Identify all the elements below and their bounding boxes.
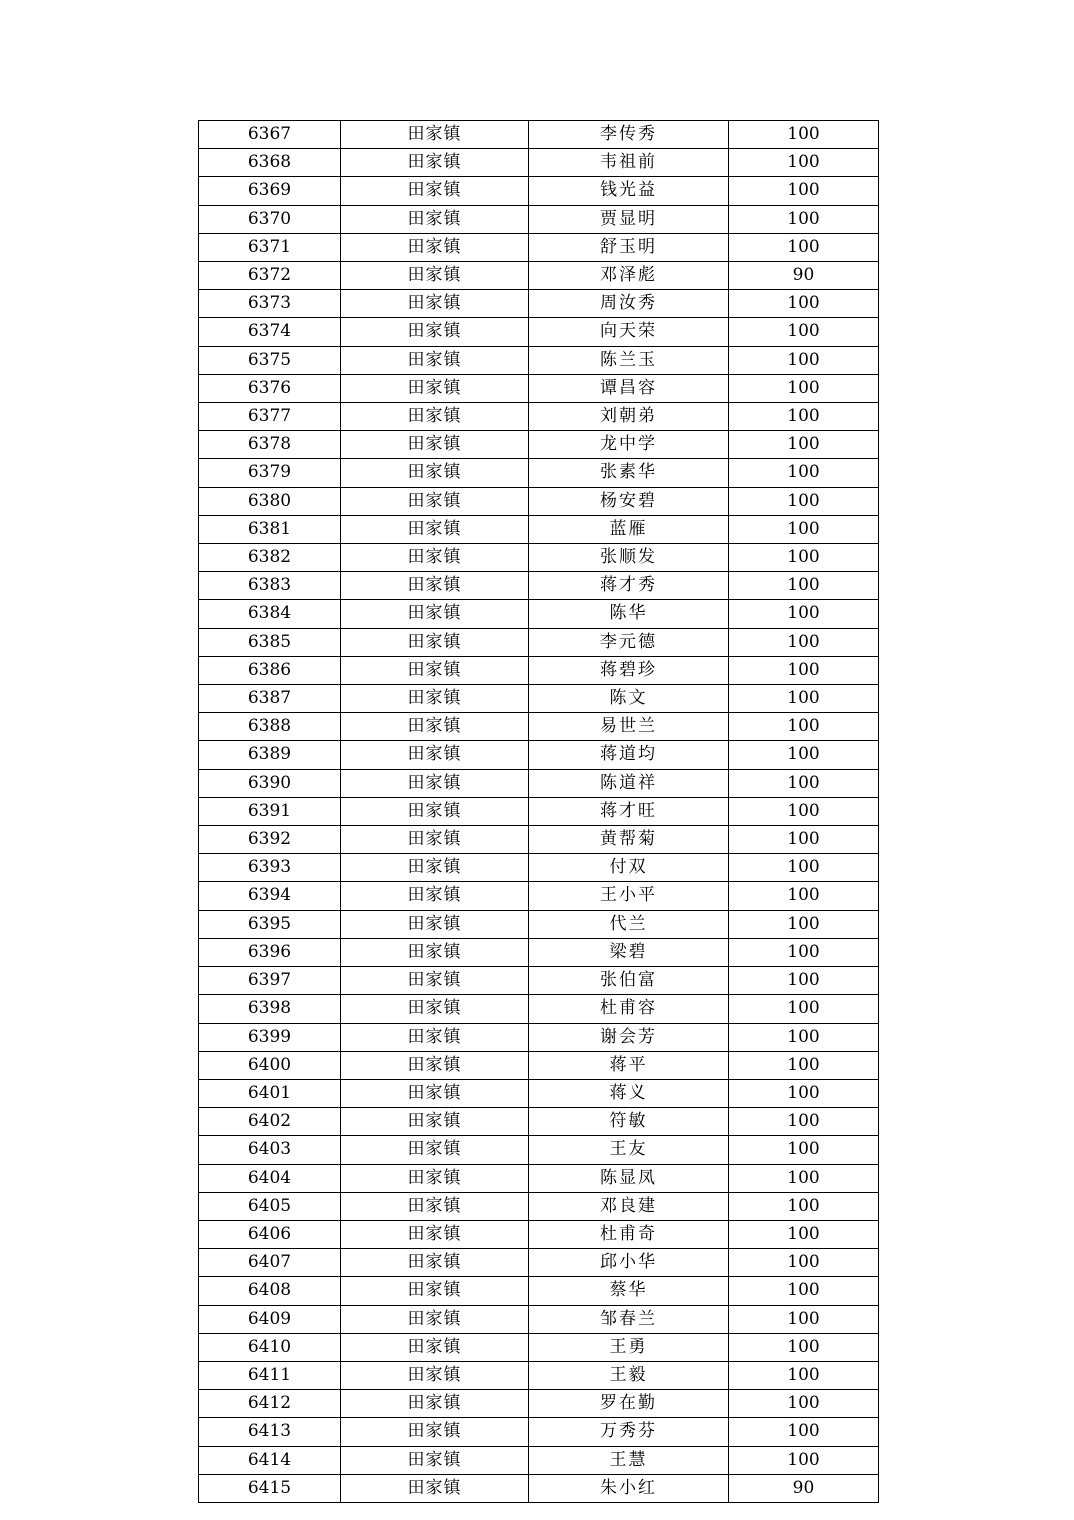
table-cell-name: 邓良建 bbox=[529, 1192, 729, 1220]
table-cell-name: 邱小华 bbox=[529, 1249, 729, 1277]
table-cell-val: 100 bbox=[729, 1305, 879, 1333]
table-cell-name: 符敏 bbox=[529, 1108, 729, 1136]
table-cell-id: 6403 bbox=[199, 1136, 341, 1164]
table-cell-id: 6380 bbox=[199, 487, 341, 515]
table-cell-id: 6373 bbox=[199, 290, 341, 318]
table-row bbox=[199, 882, 879, 910]
table-cell-name: 张顺发 bbox=[529, 544, 729, 572]
table-cell-id: 6379 bbox=[199, 459, 341, 487]
table-row bbox=[199, 854, 879, 882]
table-cell-val: 100 bbox=[729, 121, 879, 149]
table-cell-id: 6383 bbox=[199, 572, 341, 600]
table-cell-val: 100 bbox=[729, 1192, 879, 1220]
table-cell-id: 6411 bbox=[199, 1361, 341, 1389]
table-row bbox=[199, 262, 879, 290]
table-cell-name: 张素华 bbox=[529, 459, 729, 487]
table-cell-val: 100 bbox=[729, 741, 879, 769]
table-cell-town: 田家镇 bbox=[341, 374, 529, 402]
table-cell-name: 陈道祥 bbox=[529, 769, 729, 797]
table-cell-town: 田家镇 bbox=[341, 1333, 529, 1361]
table-cell-town: 田家镇 bbox=[341, 262, 529, 290]
table-cell-id: 6398 bbox=[199, 995, 341, 1023]
table-cell-val: 100 bbox=[729, 177, 879, 205]
table-cell-name: 李元德 bbox=[529, 628, 729, 656]
table-cell-name: 付双 bbox=[529, 854, 729, 882]
table-cell-val: 100 bbox=[729, 1220, 879, 1248]
table-cell-id: 6376 bbox=[199, 374, 341, 402]
table-cell-town: 田家镇 bbox=[341, 797, 529, 825]
table-row bbox=[199, 1023, 879, 1051]
table-row bbox=[199, 741, 879, 769]
table-cell-id: 6394 bbox=[199, 882, 341, 910]
table-cell-id: 6396 bbox=[199, 938, 341, 966]
table-cell-name: 蒋才秀 bbox=[529, 572, 729, 600]
table-cell-town: 田家镇 bbox=[341, 1079, 529, 1107]
table-cell-name: 张伯富 bbox=[529, 967, 729, 995]
table-cell-val: 100 bbox=[729, 1051, 879, 1079]
table-cell-name: 李传秀 bbox=[529, 121, 729, 149]
table-cell-id: 6374 bbox=[199, 318, 341, 346]
table-cell-val: 100 bbox=[729, 515, 879, 543]
table-cell-name: 朱小红 bbox=[529, 1474, 729, 1502]
table-cell-town: 田家镇 bbox=[341, 487, 529, 515]
table-cell-town: 田家镇 bbox=[341, 656, 529, 684]
table-row bbox=[199, 149, 879, 177]
table-cell-name: 陈华 bbox=[529, 600, 729, 628]
table-cell-val: 100 bbox=[729, 1333, 879, 1361]
table-cell-id: 6393 bbox=[199, 854, 341, 882]
table-row bbox=[199, 1249, 879, 1277]
table-cell-town: 田家镇 bbox=[341, 1418, 529, 1446]
table-row bbox=[199, 318, 879, 346]
table-cell-val: 100 bbox=[729, 1390, 879, 1418]
table-cell-id: 6401 bbox=[199, 1079, 341, 1107]
table-cell-town: 田家镇 bbox=[341, 600, 529, 628]
table-cell-name: 杨安碧 bbox=[529, 487, 729, 515]
table-cell-val: 100 bbox=[729, 1136, 879, 1164]
table-cell-id: 6388 bbox=[199, 713, 341, 741]
table-row bbox=[199, 1192, 879, 1220]
table-cell-id: 6404 bbox=[199, 1164, 341, 1192]
table-row bbox=[199, 1361, 879, 1389]
table-cell-town: 田家镇 bbox=[341, 205, 529, 233]
table-cell-val: 100 bbox=[729, 1079, 879, 1107]
table-cell-name: 陈文 bbox=[529, 685, 729, 713]
table-cell-val: 100 bbox=[729, 995, 879, 1023]
table-cell-name: 王慧 bbox=[529, 1446, 729, 1474]
table-cell-val: 90 bbox=[729, 1474, 879, 1502]
table-cell-town: 田家镇 bbox=[341, 346, 529, 374]
table-cell-val: 100 bbox=[729, 1249, 879, 1277]
table-cell-town: 田家镇 bbox=[341, 1249, 529, 1277]
table-cell-name: 罗在勤 bbox=[529, 1390, 729, 1418]
table-row bbox=[199, 600, 879, 628]
table-row bbox=[199, 628, 879, 656]
table-cell-town: 田家镇 bbox=[341, 515, 529, 543]
data-table-container bbox=[198, 120, 878, 1503]
table-cell-val: 100 bbox=[729, 1446, 879, 1474]
table-cell-val: 100 bbox=[729, 1023, 879, 1051]
table-cell-name: 向天荣 bbox=[529, 318, 729, 346]
table-row bbox=[199, 177, 879, 205]
table-cell-val: 100 bbox=[729, 346, 879, 374]
table-cell-town: 田家镇 bbox=[341, 177, 529, 205]
table-cell-id: 6412 bbox=[199, 1390, 341, 1418]
table-row bbox=[199, 515, 879, 543]
table-cell-val: 100 bbox=[729, 713, 879, 741]
table-cell-val: 100 bbox=[729, 487, 879, 515]
table-cell-name: 陈显凤 bbox=[529, 1164, 729, 1192]
table-cell-town: 田家镇 bbox=[341, 318, 529, 346]
table-cell-val: 100 bbox=[729, 205, 879, 233]
table-cell-id: 6387 bbox=[199, 685, 341, 713]
table-cell-val: 100 bbox=[729, 854, 879, 882]
table-cell-name: 蒋才旺 bbox=[529, 797, 729, 825]
table-row bbox=[199, 121, 879, 149]
table-row bbox=[199, 967, 879, 995]
table-cell-val: 100 bbox=[729, 910, 879, 938]
table-cell-name: 王勇 bbox=[529, 1333, 729, 1361]
records-table bbox=[198, 120, 879, 1503]
table-cell-id: 6378 bbox=[199, 431, 341, 459]
table-cell-town: 田家镇 bbox=[341, 1446, 529, 1474]
table-cell-val: 100 bbox=[729, 1277, 879, 1305]
table-cell-id: 6367 bbox=[199, 121, 341, 149]
table-cell-town: 田家镇 bbox=[341, 769, 529, 797]
table-cell-name: 王毅 bbox=[529, 1361, 729, 1389]
table-cell-id: 6406 bbox=[199, 1220, 341, 1248]
table-row bbox=[199, 769, 879, 797]
table-cell-val: 90 bbox=[729, 262, 879, 290]
table-row bbox=[199, 826, 879, 854]
table-cell-town: 田家镇 bbox=[341, 1192, 529, 1220]
table-cell-id: 6402 bbox=[199, 1108, 341, 1136]
table-cell-id: 6368 bbox=[199, 149, 341, 177]
table-cell-val: 100 bbox=[729, 938, 879, 966]
table-cell-id: 6409 bbox=[199, 1305, 341, 1333]
table-cell-town: 田家镇 bbox=[341, 290, 529, 318]
table-cell-name: 王小平 bbox=[529, 882, 729, 910]
table-cell-val: 100 bbox=[729, 1418, 879, 1446]
table-row bbox=[199, 290, 879, 318]
table-cell-val: 100 bbox=[729, 318, 879, 346]
table-cell-name: 陈兰玉 bbox=[529, 346, 729, 374]
table-row bbox=[199, 797, 879, 825]
table-cell-id: 6413 bbox=[199, 1418, 341, 1446]
table-cell-val: 100 bbox=[729, 374, 879, 402]
table-cell-val: 100 bbox=[729, 769, 879, 797]
table-cell-name: 蓝雁 bbox=[529, 515, 729, 543]
table-cell-id: 6390 bbox=[199, 769, 341, 797]
table-cell-id: 6397 bbox=[199, 967, 341, 995]
table-cell-id: 6384 bbox=[199, 600, 341, 628]
table-cell-id: 6386 bbox=[199, 656, 341, 684]
table-cell-val: 100 bbox=[729, 628, 879, 656]
table-cell-name: 万秀芬 bbox=[529, 1418, 729, 1446]
table-cell-val: 100 bbox=[729, 826, 879, 854]
table-cell-id: 6395 bbox=[199, 910, 341, 938]
table-cell-town: 田家镇 bbox=[341, 1474, 529, 1502]
table-cell-id: 6375 bbox=[199, 346, 341, 374]
table-row bbox=[199, 487, 879, 515]
table-cell-town: 田家镇 bbox=[341, 1277, 529, 1305]
table-cell-val: 100 bbox=[729, 797, 879, 825]
table-row bbox=[199, 995, 879, 1023]
table-cell-town: 田家镇 bbox=[341, 685, 529, 713]
table-cell-val: 100 bbox=[729, 600, 879, 628]
table-cell-val: 100 bbox=[729, 544, 879, 572]
table-row bbox=[199, 403, 879, 431]
table-cell-town: 田家镇 bbox=[341, 882, 529, 910]
table-cell-val: 100 bbox=[729, 459, 879, 487]
table-cell-id: 6400 bbox=[199, 1051, 341, 1079]
table-cell-val: 100 bbox=[729, 233, 879, 261]
table-cell-id: 6414 bbox=[199, 1446, 341, 1474]
table-row bbox=[199, 1079, 879, 1107]
table-cell-town: 田家镇 bbox=[341, 459, 529, 487]
table-cell-town: 田家镇 bbox=[341, 431, 529, 459]
table-cell-town: 田家镇 bbox=[341, 572, 529, 600]
table-cell-name: 舒玉明 bbox=[529, 233, 729, 261]
table-row bbox=[199, 1390, 879, 1418]
table-cell-name: 韦祖前 bbox=[529, 149, 729, 177]
table-cell-name: 邹春兰 bbox=[529, 1305, 729, 1333]
table-cell-town: 田家镇 bbox=[341, 121, 529, 149]
table-row bbox=[199, 1164, 879, 1192]
table-cell-id: 6405 bbox=[199, 1192, 341, 1220]
table-cell-name: 谭昌容 bbox=[529, 374, 729, 402]
table-row bbox=[199, 1136, 879, 1164]
table-cell-id: 6369 bbox=[199, 177, 341, 205]
table-cell-name: 周汝秀 bbox=[529, 290, 729, 318]
table-cell-id: 6410 bbox=[199, 1333, 341, 1361]
table-cell-town: 田家镇 bbox=[341, 149, 529, 177]
table-row bbox=[199, 910, 879, 938]
table-cell-name: 易世兰 bbox=[529, 713, 729, 741]
table-cell-id: 6370 bbox=[199, 205, 341, 233]
table-cell-name: 贾显明 bbox=[529, 205, 729, 233]
table-cell-id: 6408 bbox=[199, 1277, 341, 1305]
table-cell-val: 100 bbox=[729, 1164, 879, 1192]
table-cell-name: 王友 bbox=[529, 1136, 729, 1164]
table-cell-name: 杜甫奇 bbox=[529, 1220, 729, 1248]
table-cell-id: 6389 bbox=[199, 741, 341, 769]
table-row bbox=[199, 431, 879, 459]
table-row bbox=[199, 1474, 879, 1502]
table-cell-name: 蒋义 bbox=[529, 1079, 729, 1107]
table-cell-name: 谢会芳 bbox=[529, 1023, 729, 1051]
table-cell-id: 6377 bbox=[199, 403, 341, 431]
table-cell-town: 田家镇 bbox=[341, 995, 529, 1023]
table-cell-town: 田家镇 bbox=[341, 1051, 529, 1079]
table-cell-town: 田家镇 bbox=[341, 628, 529, 656]
table-cell-name: 代兰 bbox=[529, 910, 729, 938]
table-cell-id: 6415 bbox=[199, 1474, 341, 1502]
table-cell-town: 田家镇 bbox=[341, 1136, 529, 1164]
table-cell-name: 黄帮菊 bbox=[529, 826, 729, 854]
table-row bbox=[199, 346, 879, 374]
table-cell-town: 田家镇 bbox=[341, 1023, 529, 1051]
table-cell-town: 田家镇 bbox=[341, 713, 529, 741]
table-cell-town: 田家镇 bbox=[341, 1390, 529, 1418]
table-cell-id: 6372 bbox=[199, 262, 341, 290]
table-row bbox=[199, 459, 879, 487]
table-row bbox=[199, 685, 879, 713]
table-cell-town: 田家镇 bbox=[341, 403, 529, 431]
table-cell-town: 田家镇 bbox=[341, 1305, 529, 1333]
table-cell-town: 田家镇 bbox=[341, 1220, 529, 1248]
table-row bbox=[199, 572, 879, 600]
table-cell-town: 田家镇 bbox=[341, 854, 529, 882]
table-cell-val: 100 bbox=[729, 290, 879, 318]
table-cell-town: 田家镇 bbox=[341, 741, 529, 769]
table-row bbox=[199, 1277, 879, 1305]
table-row bbox=[199, 1108, 879, 1136]
table-cell-name: 梁碧 bbox=[529, 938, 729, 966]
table-cell-val: 100 bbox=[729, 1108, 879, 1136]
table-cell-name: 龙中学 bbox=[529, 431, 729, 459]
table-cell-id: 6381 bbox=[199, 515, 341, 543]
table-row bbox=[199, 656, 879, 684]
table-cell-town: 田家镇 bbox=[341, 233, 529, 261]
table-cell-val: 100 bbox=[729, 149, 879, 177]
table-cell-town: 田家镇 bbox=[341, 1164, 529, 1192]
table-cell-town: 田家镇 bbox=[341, 1108, 529, 1136]
table-cell-name: 刘朝弟 bbox=[529, 403, 729, 431]
table-cell-id: 6399 bbox=[199, 1023, 341, 1051]
table-cell-val: 100 bbox=[729, 403, 879, 431]
table-row bbox=[199, 1051, 879, 1079]
table-row bbox=[199, 1446, 879, 1474]
table-cell-name: 蒋碧珍 bbox=[529, 656, 729, 684]
table-cell-id: 6407 bbox=[199, 1249, 341, 1277]
table-row bbox=[199, 1333, 879, 1361]
table-cell-name: 蔡华 bbox=[529, 1277, 729, 1305]
table-row bbox=[199, 1418, 879, 1446]
table-row bbox=[199, 1220, 879, 1248]
table-row bbox=[199, 205, 879, 233]
table-cell-town: 田家镇 bbox=[341, 910, 529, 938]
table-cell-town: 田家镇 bbox=[341, 967, 529, 995]
table-row bbox=[199, 374, 879, 402]
table-cell-town: 田家镇 bbox=[341, 826, 529, 854]
table-cell-val: 100 bbox=[729, 967, 879, 995]
table-cell-town: 田家镇 bbox=[341, 1361, 529, 1389]
table-cell-town: 田家镇 bbox=[341, 938, 529, 966]
table-row bbox=[199, 1305, 879, 1333]
table-cell-val: 100 bbox=[729, 685, 879, 713]
table-row bbox=[199, 233, 879, 261]
table-body bbox=[199, 121, 879, 1503]
table-row bbox=[199, 713, 879, 741]
table-cell-name: 蒋平 bbox=[529, 1051, 729, 1079]
table-row bbox=[199, 544, 879, 572]
table-cell-town: 田家镇 bbox=[341, 544, 529, 572]
table-cell-val: 100 bbox=[729, 431, 879, 459]
table-cell-id: 6385 bbox=[199, 628, 341, 656]
table-cell-name: 杜甫容 bbox=[529, 995, 729, 1023]
table-cell-id: 6392 bbox=[199, 826, 341, 854]
table-cell-val: 100 bbox=[729, 572, 879, 600]
table-cell-name: 邓泽彪 bbox=[529, 262, 729, 290]
table-cell-name: 钱光益 bbox=[529, 177, 729, 205]
table-cell-val: 100 bbox=[729, 656, 879, 684]
table-cell-val: 100 bbox=[729, 882, 879, 910]
table-cell-name: 蒋道均 bbox=[529, 741, 729, 769]
table-cell-id: 6382 bbox=[199, 544, 341, 572]
table-cell-id: 6371 bbox=[199, 233, 341, 261]
table-cell-val: 100 bbox=[729, 1361, 879, 1389]
table-cell-id: 6391 bbox=[199, 797, 341, 825]
table-row bbox=[199, 938, 879, 966]
